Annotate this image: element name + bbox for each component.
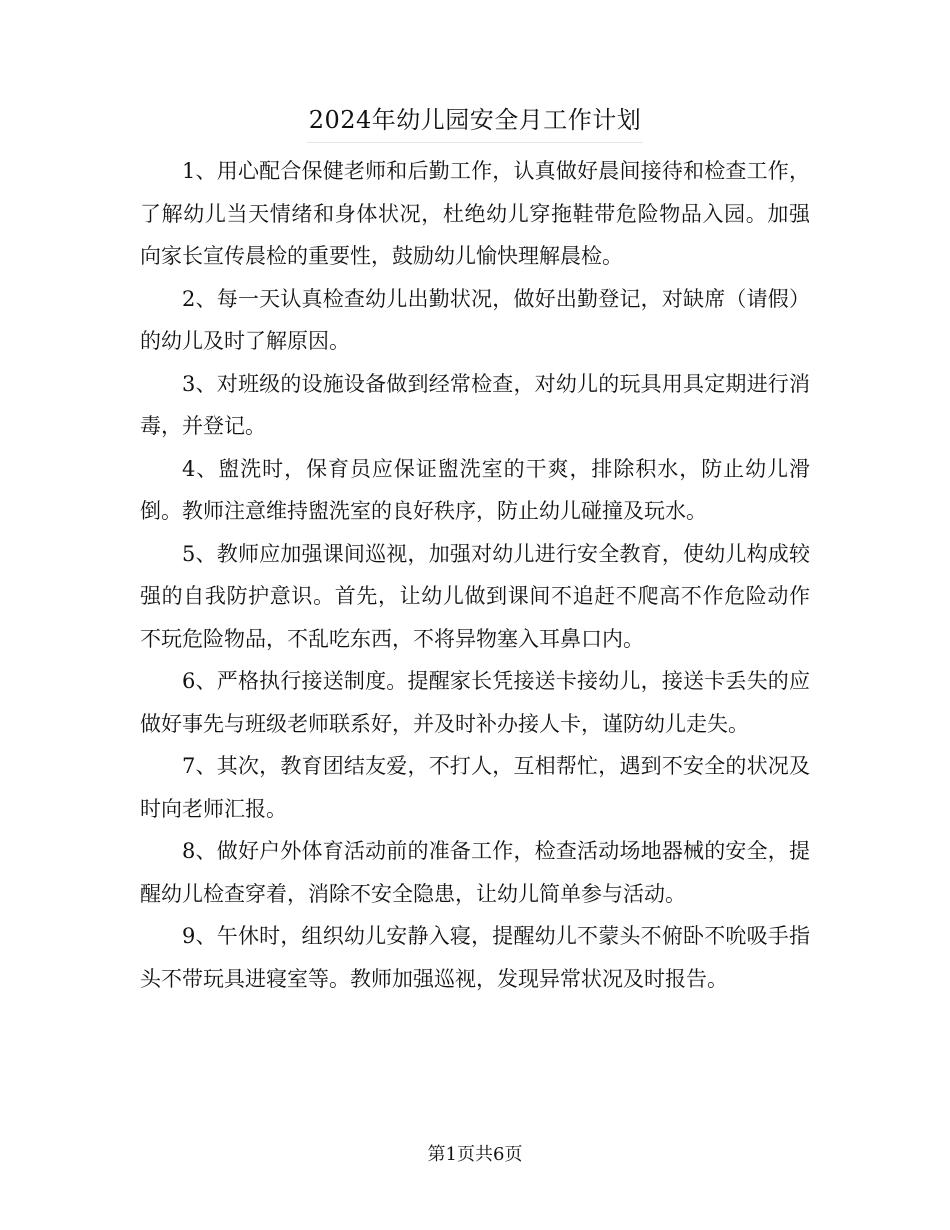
paragraph-9: 9、午休时，组织幼儿安静入寝，提醒幼儿不蒙头不俯卧不吮吸手指头不带玩具进寝室等。教师加强巡视，发现异常状况及时报告。 — [140, 924, 810, 991]
paragraph-3: 3、对班级的设施设备做到经常检查，对幼儿的玩具用具定期进行消毒，并登记。 — [140, 371, 810, 438]
paragraph-2: 2、每一天认真检查幼儿出勤状况，做好出勤登记，对缺席（请假）的幼儿及时了解原因。 — [140, 286, 810, 353]
paragraph-7: 7、其次，教育团结友爱，不打人，互相帮忙，遇到不安全的状况及时向老师汇报。 — [140, 754, 810, 821]
page-number: 第1页共6页 — [427, 1144, 523, 1165]
paragraph-1: 1、用心配合保健老师和后勤工作，认真做好晨间接待和检查工作，了解幼儿当天情绪和身体状况，杜绝幼儿穿拖鞋带危险物品入园。加强向家长宣传晨检的重要性，鼓励幼儿愉快理解晨检。 — [140, 159, 810, 268]
paragraph-8: 8、做好户外体育活动前的准备工作，检查活动场地器械的安全，提醒幼儿检查穿着，消除不安全隐患，让幼儿简单参与活动。 — [140, 839, 810, 906]
paragraph-4: 4、盥洗时，保育员应保证盥洗室的干爽，排除积水，防止幼儿滑倒。教师注意维持盥洗室的良好秩序，防止幼儿碰撞及玩水。 — [140, 456, 810, 523]
paragraph-6: 6、严格执行接送制度。提醒家长凭接送卡接幼儿，接送卡丢失的应做好事先与班级老师联系好，并及时补办接人卡，谨防幼儿走失。 — [140, 669, 810, 736]
paragraph-5: 5、教师应加强课间巡视，加强对幼儿进行安全教育，使幼儿构成较强的自我防护意识。首先，让幼儿做到课间不追赶不爬高不作危险动作不玩危险物品，不乱吃东西，不将异物塞入耳鼻口内。 — [140, 541, 810, 651]
document-body — [140, 150, 810, 1000]
title-container — [0, 100, 950, 143]
document-title: 2024年幼儿园安全月工作计划 — [307, 100, 644, 143]
